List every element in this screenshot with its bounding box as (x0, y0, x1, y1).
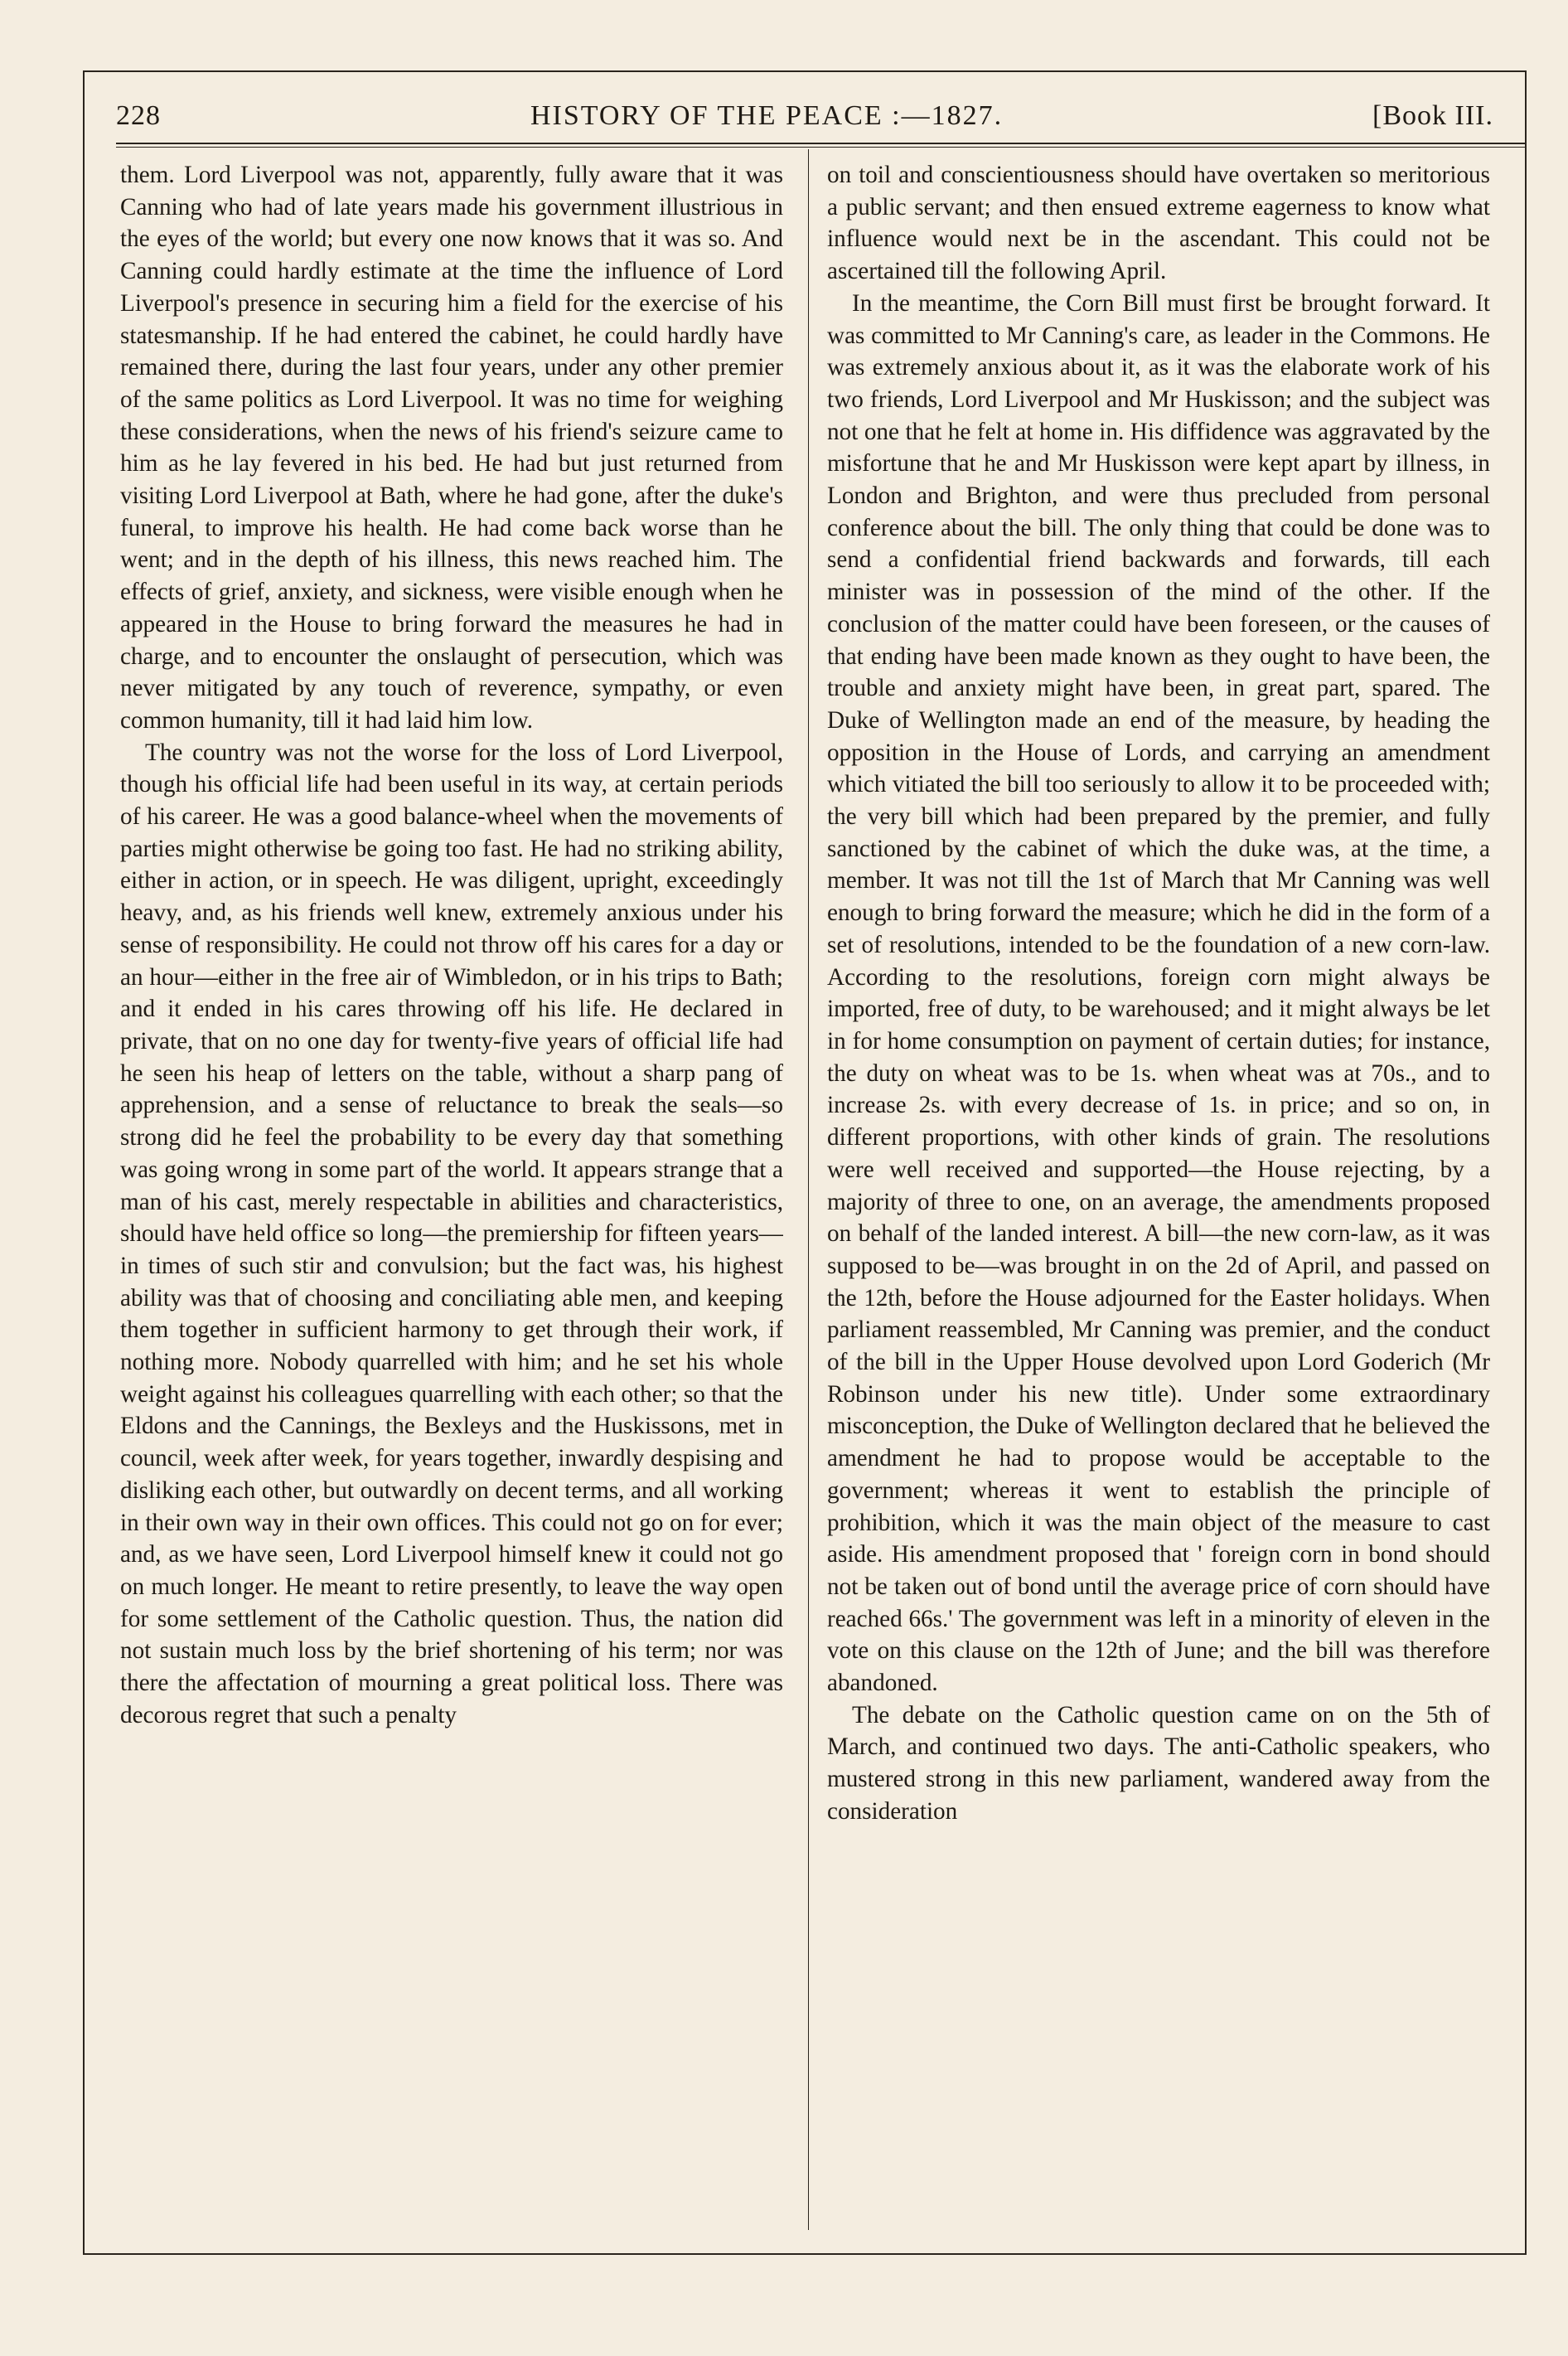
paragraph: on toil and conscientiousness should have overtaken so meritorious a public servant; and then ensued extreme eagerness to know what influence would next be in the ascendant. This could not be ascertained till the following April. (827, 162, 1490, 285)
header-rule (116, 143, 1525, 144)
running-head (83, 91, 1527, 141)
book-label: [Book III. (1372, 100, 1493, 131)
paragraph: The debate on the Catholic question came on on the 5th of March, and continued two days. The anti-Catholic speakers, who mustered strong in this new parliament, wandered away from the consideration (827, 1701, 1490, 1825)
right-column (827, 159, 1490, 2232)
paragraph: The country was not the worse for the loss of Lord Liverpool, though his official life had been useful in its way, at certain periods of his career. He was a good balance-wheel when the movements of parties might otherwise be going too fast. He had no striking ability, either in action, or in speech. He was diligent, upright, exceedingly heavy, and, as his friends well knew, extremely anxious under his sense of responsibility. He could not throw off his cares for a day or an hour—either in the free air of Wimbledon, or in his trips to Bath; and it ended in his cares throwing off his life. He declared in private, that on no one day for twenty-five years of official life had he seen his heap of letters on the table, without a sharp pang of apprehension, and a sense of reluctance to break the seals—so strong did he feel the probability to be every day that something was going wrong in some part of the world. It appears strange that a man of his cast, merely respectable in abilities and characteristics, should have held office so long—the premiership for fifteen years—in times of such stir and convulsion; but the fact was, his highest ability was that of choosing and conciliating able men, and keeping them together in sufficient harmony to get through their work, if nothing more. Nobody quarrelled with him; and he set his whole weight against his colleagues quarrelling with each other; so that the Eldons and the Cannings, the Bexleys and the Huskissons, met in council, week after week, for years together, inwardly despising and disliking each other, but outwardly on decent terms, and all working in their own way in their own offices. This could not go on for ever; and, as we have seen, Lord Liverpool himself knew it could not go on much longer. He meant to retire presently, to leave the way open for some settlement of the Catholic question. Thus, the nation did not sustain much loss by the brief shortening of his term; nor was there the affectation of mourning a great political loss. There was decorous regret that such a penalty (120, 739, 783, 1728)
page-number: 228 (116, 100, 161, 131)
column-divider (808, 149, 809, 2230)
header-rule-thin (116, 147, 1525, 148)
paragraph: them. Lord Liverpool was not, apparently, fully aware that it was Canning who had of late years made his government illustrious in the eyes of the world; but every one now knows that it was so. And Canning could hardly estimate at the time the influence of Lord Liverpool's presence in securing him a field for the exercise of his statesmanship. If he had entered the cabinet, he could hardly have remained there, during the last four years, under any other premier of the same politics as Lord Liverpool. It was no time for weighing these considerations, when the news of his friend's seizure came to him as he lay fevered in his bed. He had but just returned from visiting Lord Liverpool at Bath, where he had gone, after the duke's funeral, to improve his health. He had come back worse than he went; and in the depth of his illness, this news reached him. The effects of grief, anxiety, and sickness, were visible enough when he appeared in the House to bring forward the measures he had in charge, and to encounter the onslaught of persecution, which was never mitigated by any touch of reverence, sympathy, or even common humanity, till it had laid him low. (120, 162, 783, 734)
paragraph: In the meantime, the Corn Bill must first be brought forward. It was committed to Mr Canning's care, as leader in the Commons. He was extremely anxious about it, as it was the elaborate work of his two friends, Lord Liverpool and Mr Huskisson; and the subject was not one that he felt at home in. His diffidence was aggravated by the misfortune that he and Mr Huskisson were kept apart by illness, in London and Brighton, and were thus precluded from personal conference about the bill. The only thing that could be done was to send a confidential friend backwards and forwards, till each minister was in possession of the mind of the other. If the conclusion of the matter could have been foreseen, or the causes of that ending have been made known as they ought to have been, the trouble and anxiety might have been, in great part, spared. The Duke of Wellington made an end of the measure, by heading the opposition in the House of Lords, and carrying an amendment which vitiated the bill too seriously to allow it to be proceeded with; the very bill which had been prepared by the premier, and fully sanctioned by the cabinet of which the duke was, at the time, a member. It was not till the 1st of March that Mr Canning was well enough to bring forward the measure; which he did in the form of a set of resolutions, intended to be the foundation of a new corn-law. According to the resolutions, foreign corn might always be imported, free of duty, to be warehoused; and it might always be let in for home consumption on payment of certain duties; for instance, the duty on wheat was to be 1s. when wheat was at 70s., and to increase 2s. with every decrease of 1s. in price; and so on, in different proportions, with other kinds of grain. The resolutions were well received and supported—the House rejecting, by a majority of three to one, on an average, the amendments proposed on behalf of the landed interest. A bill—the new corn-law, as it was supposed to be—was brought in on the 2d of April, and passed on the 12th, before the House adjourned for the Easter holidays. When parliament reassembled, Mr Canning was premier, and the conduct of the bill in the Upper House devolved upon Lord Goderich (Mr Robinson under his new title). Under some extraordinary misconception, the Duke of Wellington declared that he believed the amendment he had to propose would be acceptable to the government; whereas it went to establish the principle of prohibition, which it was the main object of the measure to cast aside. His amendment proposed that ' foreign corn in bond should not be taken out of bond until the average price of corn should have reached 66s.' The government was left in a minority of eleven in the vote on this clause on the 12th of June; and the bill was therefore abandoned. (827, 289, 1490, 1697)
left-column (120, 159, 783, 2232)
running-title: HISTORY OF THE PEACE :—1827. (530, 100, 1004, 131)
